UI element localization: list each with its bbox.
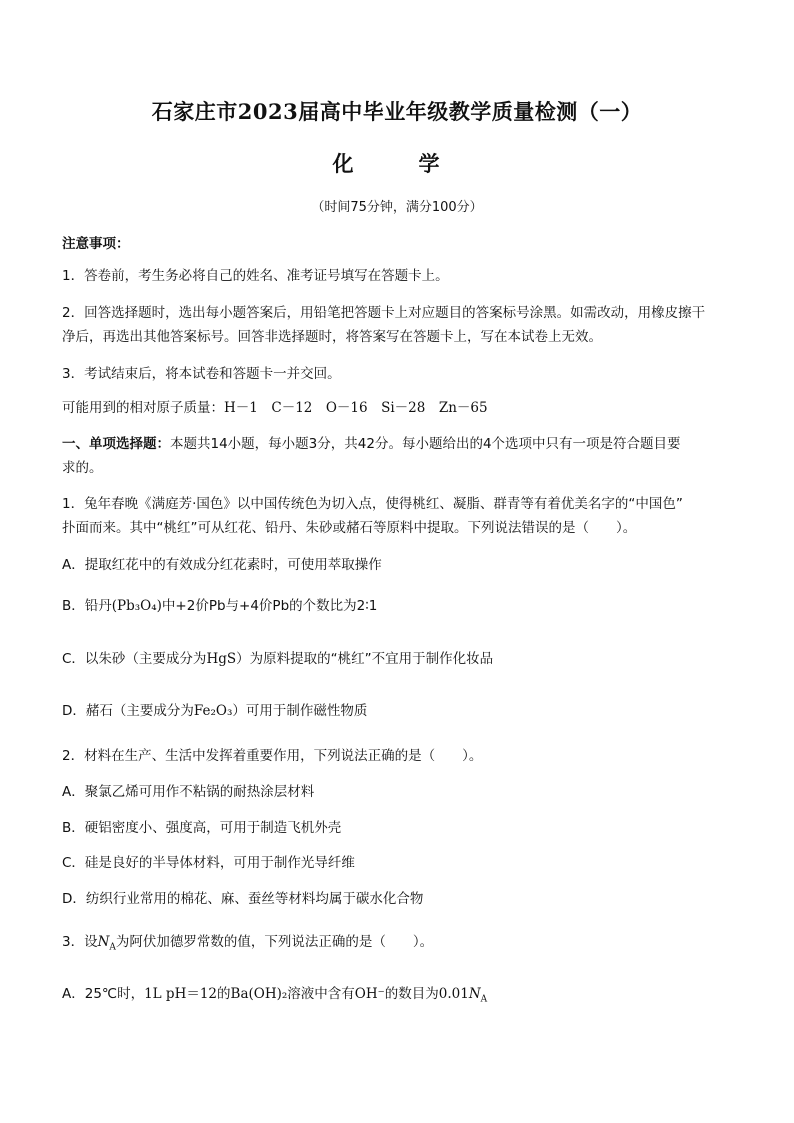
- q1-option-d: D．赭石（主要成分为Fe₂O₃）可用于制作磁性物质: [62, 703, 368, 719]
- section-1-line-1: [62, 436, 737, 453]
- q1-option-b: B．铅丹(Pb₃O₄)中+2价Pb与+4价Pb的个数比为2∶1: [62, 598, 378, 614]
- q3-a-formula: Ba(OH)₂: [230, 986, 288, 1002]
- subject-title: 化 学: [332, 151, 462, 176]
- notice-item-3: 3．考试结束后，将本试卷和答题卡一并交回。: [62, 366, 341, 382]
- q1-d-formula: Fe₂O₃: [193, 703, 233, 719]
- q3-option-a: A．25℃时，1L pH＝12的Ba(OH)₂溶液中含有OH⁻的数目为$0.01N_A$: [62, 986, 488, 1005]
- q2-option-b: B．硬铝密度小、强度高，可用于制造飞机外壳: [62, 820, 342, 836]
- notice-item-2-line-1: 2．回答选择题时，选出每小题答案后，用铅笔把答题卡上对应题目的答案标号涂黑。如需改动，用橡皮擦干: [62, 305, 706, 321]
- q2-option-a: A．聚氯乙烯可用作不粘锅的耐热涂层材料: [62, 784, 315, 800]
- q1-stem-line-2: 扑面而来。其中“桃红”可从红花、铅丹、朱砂或赭石等原料中提取。下列说法错误的是（ ）。: [62, 520, 637, 536]
- q2-option-c: C．硅是良好的半导体材料，可用于制作光导纤维: [62, 855, 355, 871]
- atomic-mass-values: H－1 C－12 O－16 Si－28 Zn－65: [224, 400, 488, 416]
- notice-item-2-line-2: 净后，再选出其他答案标号。回答非选择题时，将答案写在答题卡上，写在本试卷上无效。: [62, 329, 602, 345]
- q1-b-formula: (Pb₃O₄): [111, 598, 162, 614]
- exam-title: 石家庄市2023届高中毕业年级教学质量检测（一）: [151, 99, 643, 124]
- q2-stem: 2．材料在生产、生活中发挥着重要作用，下列说法正确的是（ ）。: [62, 748, 483, 764]
- q2-option-d: D．纺织行业常用的棉花、麻、蚕丝等材料均属于碳水化合物: [62, 891, 424, 907]
- q1-stem-line-1: 1．兔年春晚《满庭芳·国色》以中国传统色为切入点，使得桃红、凝脂、群青等有着优美名字的“中国色”: [62, 496, 683, 512]
- notice-item-1: 1．答卷前，考生务必将自己的姓名、准考证号填写在答题卡上。: [62, 268, 449, 284]
- atomic-mass-label: 可能用到的相对原子质量：: [62, 400, 224, 416]
- section-1-line-2: 求的。: [62, 460, 103, 476]
- q1-option-c: C．以朱砂（主要成分为HgS）为原料提取的“桃红”不宜用于制作化妆品: [62, 651, 494, 667]
- q1-option-a: A．提取红花中的有效成分红花素时，可使用萃取操作: [62, 557, 382, 573]
- section-1-heading: 一、单项选择题：: [62, 436, 170, 452]
- section-1-desc: 本题共14小题，每小题3分，共42分。每小题给出的4个选项中只有一项是符合题目要: [170, 436, 681, 452]
- atomic-mass-line: [62, 400, 737, 417]
- q3-stem: 3．设$N_A$为阿伏加德罗常数的值，下列说法正确的是（ ）。: [62, 934, 434, 953]
- notice-heading: 注意事项：: [62, 236, 130, 252]
- time-note: （时间75分钟，满分100分）: [311, 200, 483, 215]
- q1-c-formula: HgS: [206, 651, 237, 667]
